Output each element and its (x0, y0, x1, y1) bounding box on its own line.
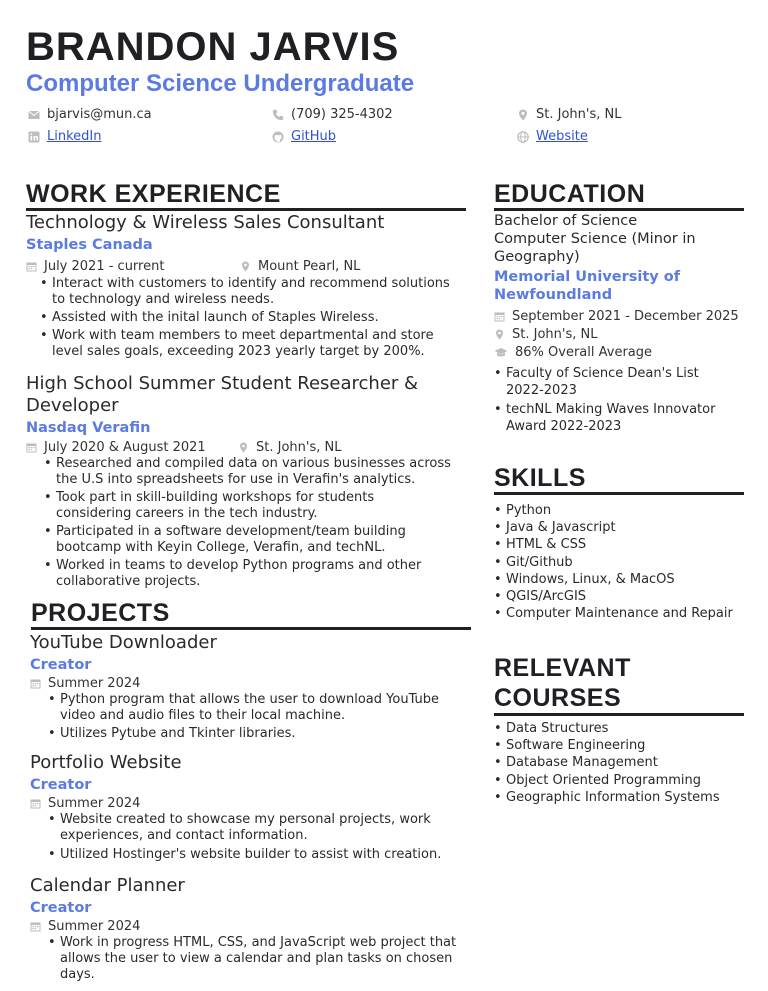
contact-location (517, 107, 621, 122)
job-date: July 2020 & August 2021 (44, 440, 206, 455)
list-item: • Worked in teams to develop Python programs and other collaborative projects. (44, 558, 452, 590)
project-meta (30, 919, 470, 934)
calendar-icon (26, 261, 37, 272)
project-entry (30, 752, 470, 865)
project-bullets (48, 812, 448, 863)
list-item: • Data Structures (494, 720, 744, 737)
contact-phone (272, 107, 393, 122)
resume-name: BRANDON JARVIS (26, 25, 400, 69)
list-item: • HTML & CSS (494, 536, 744, 553)
job-entry (26, 212, 466, 362)
project-role: Creator (30, 657, 92, 673)
list-item: • Database Management (494, 754, 744, 771)
education-bullets (494, 365, 734, 435)
job-bullets (40, 276, 450, 360)
contact-website (517, 129, 588, 144)
list-item: • Faculty of Science Dean's List 2022-2023 (494, 365, 734, 399)
list-item: • Researched and compiled data on various businesses across the U.S into spreadsheets for use in Verafin's analytics. (44, 456, 452, 488)
globe-icon (517, 131, 529, 143)
job-company: Nasdaq Verafin (26, 420, 151, 436)
job-company: Staples Canada (26, 237, 153, 253)
graduation-cap-icon (494, 347, 508, 358)
calendar-icon (30, 798, 41, 809)
calendar-icon (494, 311, 505, 322)
project-bullets (48, 692, 468, 742)
job-bullets (44, 456, 452, 590)
location-icon (517, 109, 529, 121)
job-entry (26, 373, 466, 592)
list-item: • Utilized Hostinger's website builder to assist with creation. (48, 847, 448, 863)
linkedin-icon (28, 131, 40, 143)
project-title: YouTube Downloader (30, 632, 217, 653)
education-gpa: 86% Overall Average (515, 345, 653, 360)
job-title: High School Summer Student Researcher & Developer (26, 373, 419, 416)
list-item: • Software Engineering (494, 737, 744, 754)
program: Computer Science (Minor in Geography) (494, 231, 696, 265)
project-role: Creator (30, 900, 92, 916)
project-date: Summer 2024 (48, 796, 141, 811)
list-item: • Object Oriented Programming (494, 772, 744, 789)
list-item: • Utilizes Pytube and Tkinter libraries. (48, 726, 468, 742)
list-item: • Python program that allows the user to download YouTube video and audio files to their local machine. (48, 692, 468, 724)
project-date: Summer 2024 (48, 676, 141, 691)
list-item: • techNL Making Waves Innovator Award 2022-2023 (494, 401, 734, 435)
job-date: July 2021 - current (44, 259, 165, 274)
education-date: September 2021 - December 2025 (512, 309, 739, 324)
job-title: Technology & Wireless Sales Consultant (26, 212, 385, 233)
phone-text: (709) 325-4302 (291, 107, 393, 122)
github-icon (272, 131, 284, 143)
linkedin-link[interactable]: LinkedIn (47, 129, 102, 144)
projects-heading: PROJECTS (31, 599, 471, 630)
calendar-icon (30, 678, 41, 689)
list-item: • Work with team members to meet departmental and store level sales goals, exceeding 2023 yearly target by 200%. (40, 328, 450, 360)
work-experience-heading: WORK EXPERIENCE (26, 180, 466, 211)
skills-list (494, 502, 744, 622)
contact-github (272, 129, 336, 144)
list-item: • Assisted with the inital launch of Staples Wireless. (40, 310, 450, 326)
mail-icon (28, 109, 40, 121)
github-link[interactable]: GitHub (291, 129, 337, 144)
project-entry (30, 875, 470, 985)
education-location-row (494, 327, 744, 342)
list-item: • Work in progress HTML, CSS, and JavaScript web project that allows the user to view a calendar and plan tasks on chosen days. (48, 935, 468, 983)
job-meta (26, 259, 466, 274)
project-role: Creator (30, 777, 92, 793)
project-title: Calendar Planner (30, 875, 185, 896)
calendar-icon (30, 921, 41, 932)
list-item: • Git/Github (494, 554, 744, 571)
contact-linkedin (28, 129, 101, 144)
education-heading: EDUCATION (494, 180, 744, 211)
education-location: St. John's, NL (512, 327, 598, 342)
courses-list (494, 720, 744, 806)
project-title: Portfolio Website (30, 752, 182, 773)
list-item: • Participated in a software development/team building bootcamp with Keyin College, Verafin, and techNL. (44, 524, 452, 556)
list-item: • Computer Maintenance and Repair (494, 605, 744, 622)
education-date-row (494, 309, 744, 324)
list-item: • Python (494, 502, 744, 519)
phone-icon (272, 109, 284, 121)
job-meta (26, 440, 466, 455)
calendar-icon (26, 442, 37, 453)
location-icon (238, 442, 249, 453)
degree: Bachelor of Science (494, 213, 638, 229)
location-icon (494, 329, 505, 340)
list-item: • Took part in skill-building workshops for students considering careers in the tech industry. (44, 490, 452, 522)
courses-heading: RELEVANT COURSES (494, 653, 744, 716)
project-meta (30, 676, 470, 691)
resume-title: Computer Science Undergraduate (26, 70, 415, 97)
email-text: bjarvis@mun.ca (47, 107, 152, 122)
project-entry (30, 632, 470, 744)
skills-heading: SKILLS (494, 464, 744, 495)
location-text: St. John's, NL (536, 107, 622, 122)
job-location: Mount Pearl, NL (258, 259, 361, 274)
job-location: St. John's, NL (256, 440, 342, 455)
location-icon (240, 261, 251, 272)
contact-email (28, 107, 152, 122)
education-gpa-row (494, 345, 744, 360)
website-link[interactable]: Website (536, 129, 588, 144)
project-bullets (48, 935, 468, 983)
list-item: • Website created to showcase my personal projects, work experiences, and contact information. (48, 812, 448, 844)
project-date: Summer 2024 (48, 919, 141, 934)
list-item: • Geographic Information Systems (494, 789, 744, 806)
school: Memorial University of Newfoundland (494, 269, 681, 303)
project-meta (30, 796, 470, 811)
education-entry (494, 212, 744, 437)
list-item: • Java & Javascript (494, 519, 744, 536)
list-item: • Interact with customers to identify and recommend solutions to technology and wireless needs. (40, 276, 450, 308)
list-item: • Windows, Linux, & MacOS (494, 571, 744, 588)
list-item: • QGIS/ArcGIS (494, 588, 744, 605)
